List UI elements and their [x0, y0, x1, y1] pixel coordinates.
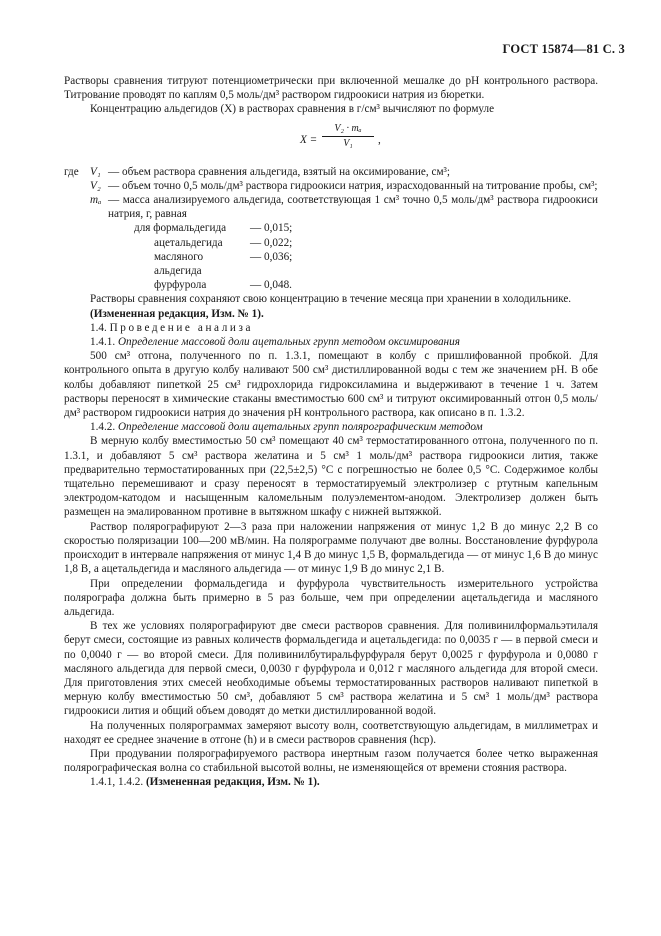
paragraph-mixtures: В тех же условиях полярографируют две смеси растворов сравнения. Для поливинилформальэтилаля берут смеси, состоящие из равных количеств формальдегида и ацетальдегида: по 0,0035 г — в первой смеси и по 0,0040 г — во второй смеси. Для поливинилбутиральфурфураля берут 0,0025 г фурфурола и 0,0080 г масляного альдегида для первой смеси, 0,0030 г фурфурола и 0,012 г масляного альдегида для второй смеси. Для приготовления этих смесей необходимые объемы термостатированных растворов наливают пипеткой в мерную колбу вместимостью 50 см³, добавляют 5 см³ раствора желатина и 5 см³ 1 моль/дм³ раствора гидроокиси лития и общий объем доводят до метки дистиллированной водой.: [64, 620, 598, 718]
definition-v2: [64, 179, 598, 193]
section-number: 1.4.: [90, 321, 107, 334]
formula: [64, 121, 598, 161]
paragraph-flask: В мерную колбу вместимостью 50 см³ помещают 40 см³ термостатированного отгона, полученного по п. 1.3.1, и добавляют 5 см³ раствора желатина и 5 см³ 1 моль/дм³ раствора гидроокиси лития, также предварительно термостатированных при (22,5±2,5) °C с погрешностью не более 0,5 °C. Содержимое колбы тщательно перемешивают и сразу переносят в термостатируемый электролизер с ртутным капельным электродом-катодом и насыщенным каломельным полуэлементом-анодом. Электролизер должен быть размещен на эмалированном противне в вытяжном шкафу с нижней вытяжкой.: [64, 435, 598, 519]
page-header: ГОСТ 15874—81 С. 3: [502, 42, 625, 56]
formula-comma: ,: [378, 133, 381, 146]
aldehyde-row: масляного альдегида — 0,036;: [154, 250, 293, 278]
document-body: [64, 74, 598, 790]
section-1-4-2-heading: [64, 420, 598, 434]
definition-text: — объем раствора сравнения альдегида, взятый на оксимирование, см³;: [108, 165, 450, 178]
paragraph-sensitivity: При определении формальдегида и фурфурола чувствительность измерительного устройства полярографа должна быть примерно в 5 раз больше, чем при определении ацетальдегида и масляного альдегида.: [64, 577, 598, 618]
definition-symbol: V₁: [90, 165, 101, 178]
aldehyde-row: для формальдегида — 0,015;: [134, 222, 293, 235]
definition-ma: [64, 193, 598, 221]
section-title: Определение массовой доли ацетальных групп методом оксимирования: [117, 336, 460, 349]
formula-denominator: V₁: [343, 137, 353, 149]
formula-lhs: X =: [300, 133, 318, 146]
aldehyde-values: [134, 221, 598, 292]
section-1-4-heading: [64, 321, 598, 335]
definition-where: где: [64, 165, 79, 178]
revision-note-2: 1.4.1, 1.4.2. (Измененная редакция, Изм. № 1).: [90, 776, 320, 789]
formula-definitions: [64, 165, 598, 222]
aldehyde-row: фурфурола — 0,048.: [154, 279, 292, 292]
formula-numerator: V₂ · mₐ: [322, 122, 374, 137]
definition-text: — масса анализируемого альдегида, соответствующая 1 см³ точно 0,5 моль/дм³ раствора гидроокиси натрия, г, равная: [108, 194, 598, 221]
section-title: Определение массовой доли ацетальных групп полярографическим методом: [117, 421, 483, 434]
definition-symbol: V₂: [90, 179, 101, 192]
formula-fraction: [322, 122, 374, 150]
aldehyde-row: ацетальдегида — 0,022;: [154, 236, 293, 249]
paragraph-oximation: 500 см³ отгона, полученного по п. 1.3.1, помещают в колбу с пришлифованной пробкой. Для контрольного опыта в другую колбу наливают 500 см³ дистиллированной воды с тем же значением pH. В обе колбы добавляют пипеткой 25 см³ гидрохлорида гидроксиламина и выдерживают в течение 1 ч. Затем растворы переносят в химические стаканы вместимостью 600 см³ и титруют оксимированный отгон 0,5 моль/дм³ раствором гидроокиси натрия до значения pH контрольного раствора, как описано в п. 1.3.2.: [64, 350, 598, 420]
definition-v1: [64, 165, 598, 179]
paragraph-concentration: Концентрацию альдегидов (X) в растворах сравнения в г/см³ вычисляют по формуле: [90, 103, 495, 116]
paragraph-inert-gas: При продувании полярографируемого раствора инертным газом получается более четко выраженная полярографическая волна со стабильной высотой волны, не изменяющейся от времени стояния раствора.: [64, 747, 598, 775]
paragraph-wave-height: На полученных полярограммах замеряют высоту волн, соответствующую альдегидам, в миллиметрах и находят ее среднее значение в отгоне (h) и в смеси растворов сравнения (hср).: [64, 719, 598, 746]
definition-text: — объем точно 0,5 моль/дм³ раствора гидроокиси натрия, израсходованный на титрование пробы, см³;: [108, 179, 598, 192]
section-1-4-1-heading: [64, 335, 598, 349]
definition-symbol: mₐ: [90, 194, 102, 207]
section-title: Проведение анализа: [109, 321, 254, 334]
paragraph-storage: Растворы сравнения сохраняют свою концентрацию в течение месяца при хранении в холодильнике.: [90, 293, 572, 306]
paragraph-polarography: Раствор полярографируют 2—3 раза при наложении напряжения от минус 1,2 В до минус 2,2 В со скоростью поляризации 100—200 мВ/мин. На полярограмме получают две волны. Восстановление фурфурола происходит в интервале напряжения от минус 1,4 В до минус 1,5 В, формальдегида — от минус 1,6 В до минус 1,8 В, а ацетальдегида и масляного альдегида — от минус 1,9 В до минус 2,1 В.: [64, 520, 598, 576]
section-number: 1.4.2.: [90, 421, 116, 434]
revision-note: (Измененная редакция, Изм. № 1).: [90, 307, 264, 320]
paragraph-titration: Растворы сравнения титруют потенциометрически при включенной мешалке до pH контрольного раствора. Титрование проводят по каплям 0,5 моль/дм³ раствором гидроокиси натрия из бюретки.: [64, 75, 598, 102]
section-number: 1.4.1.: [90, 336, 116, 349]
